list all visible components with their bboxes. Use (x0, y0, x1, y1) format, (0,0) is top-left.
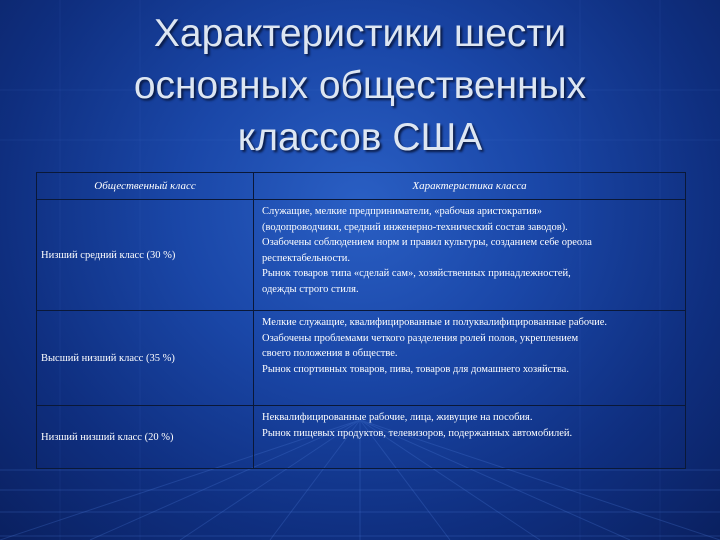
table-header-row (37, 173, 686, 200)
header-class-characteristic: Характеристика класса (254, 173, 686, 200)
class-name-cell: Низший средний класс (30 %) (37, 200, 254, 311)
class-name-cell: Высший низший класс (35 %) (37, 311, 254, 406)
header-social-class: Общественный класс (37, 173, 254, 200)
table-row (37, 406, 686, 469)
description-line: (водопроводчики, средний инженерно-технический состав заводов). (262, 221, 568, 233)
table-row (37, 311, 686, 406)
description-line: Служащие, мелкие предприниматели, «рабочая аристократия» (262, 206, 543, 217)
class-description-cell (254, 406, 686, 469)
description-line: Озабочены проблемами четкого разделения ролей полов, укреплением (262, 332, 579, 344)
description-line: Рынок пищевых продуктов, телевизоров, подержанных автомобилей. (262, 427, 573, 439)
class-name-cell: Низший низший класс (20 %) (37, 406, 254, 469)
classes-table (36, 172, 686, 469)
description-line: респектабельности. (262, 252, 350, 264)
slide-title: Характеристики шести основных общественных классов США (133, 12, 587, 159)
description-line: Неквалифицированные рабочие, лица, живущие на пособия. (262, 412, 533, 423)
description-line: Рынок спортивных товаров, пива, товаров для домашнего хозяйства. (262, 363, 569, 375)
description-line: своего положения в обществе. (262, 348, 398, 359)
description-line: Мелкие служащие, квалифицированные и полуквалифицированные рабочие. (262, 317, 608, 328)
description-line: Рынок товаров типа «сделай сам», хозяйственных принадлежностей, (262, 268, 571, 279)
description-line: Озабочены соблюдением норм и правил культуры, созданием себе ореола (262, 237, 592, 248)
class-description-cell (254, 311, 686, 406)
table-row (37, 200, 686, 311)
description-line: одежды строго стиля. (262, 283, 359, 295)
class-description-cell (254, 200, 686, 311)
